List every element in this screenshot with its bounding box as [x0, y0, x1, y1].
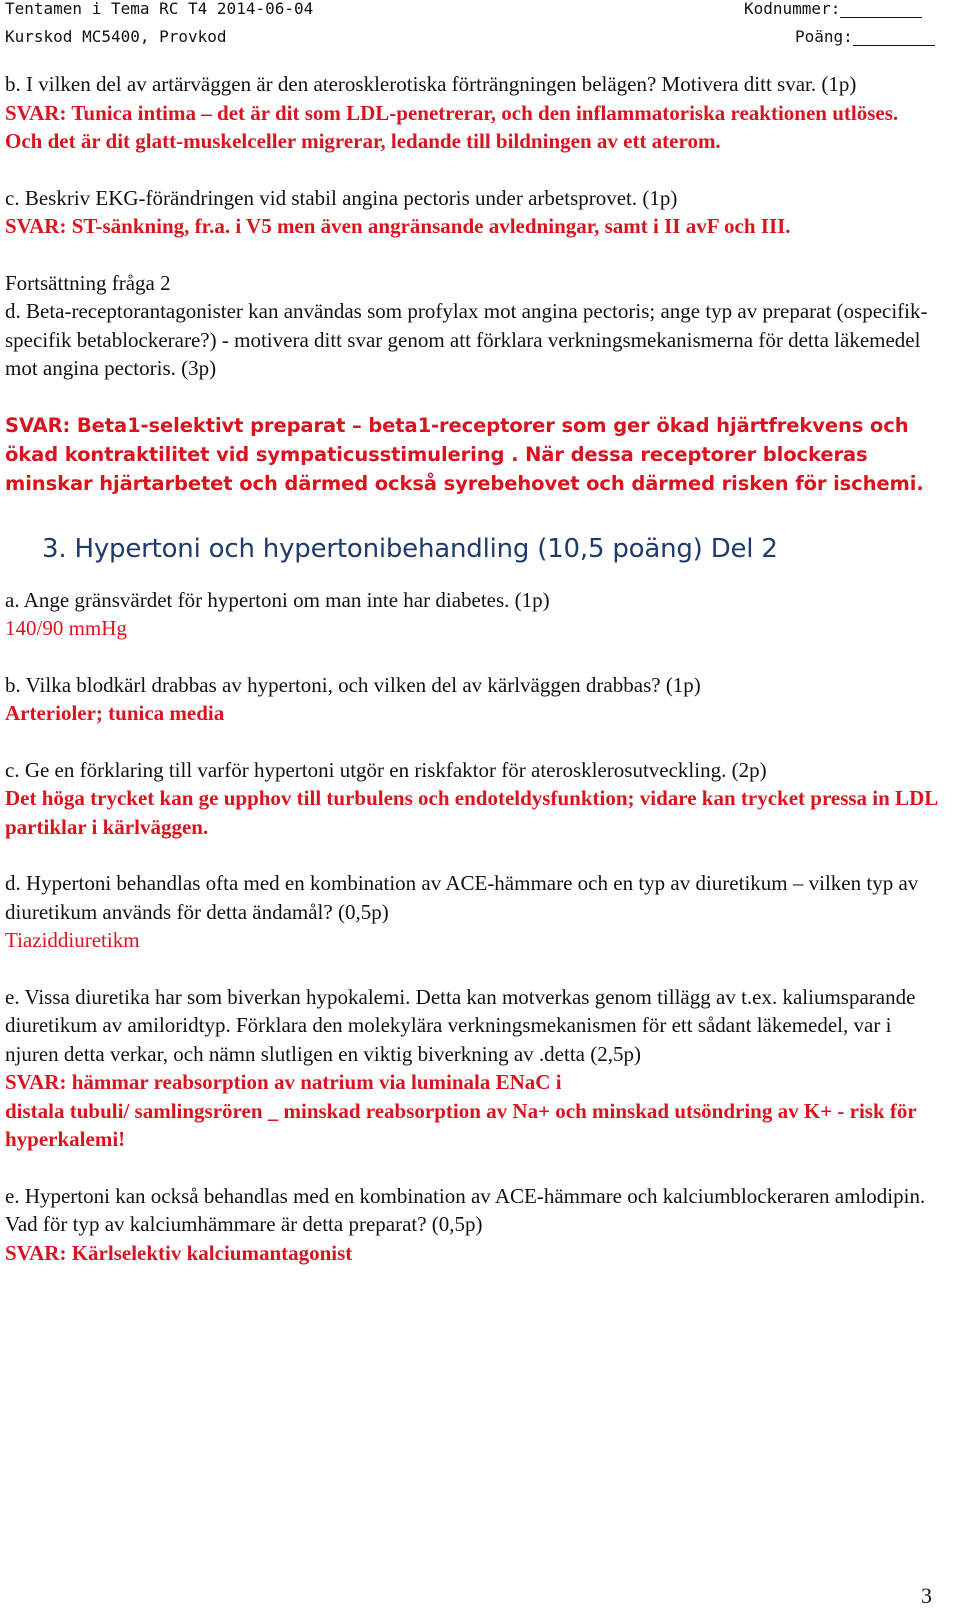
answer-text: Tiaziddiuretikm: [5, 928, 140, 952]
question-2b: [5, 70, 940, 156]
question-3d: [5, 869, 940, 955]
answer-text: [5, 99, 940, 156]
question-text: c. Beskriv EKG-förändringen vid stabil angina pectoris under arbetsprovet. (1p): [5, 185, 678, 210]
question-text: a. Ange gränsvärdet för hypertoni om man inte har diabetes. (1p): [5, 587, 550, 612]
page-number: 3: [921, 1583, 932, 1608]
question-text: c. Ge en förklaring till varför hypertoni utgör en riskfaktor för aterosklerosutveckling. (2p): [5, 757, 767, 782]
answer-line-2: distala tubuli/ samlingsrören _ minskad reabsorption av Na+ och minskad utsöndring av K+ - risk för hyperkalemi!: [5, 1098, 917, 1151]
points-label: Poäng:: [795, 27, 853, 46]
header-code-field: [744, 0, 922, 18]
header-course: Kurskod MC5400, Provkod: [5, 27, 227, 46]
answer-text: 140/90 mmHg: [5, 616, 127, 640]
header-title: Tentamen i Tema RC T4 2014-06-04: [5, 0, 314, 18]
question-2c: [5, 184, 940, 241]
points-blank-line: [853, 31, 935, 46]
question-part-3: ) - motivera ditt svar genom att förklara verkningsmekanismerna för detta läkemedel mot angina pectoris. (3p): [5, 327, 921, 380]
question-3e-1: [5, 983, 940, 1154]
code-blank-line: [840, 3, 922, 18]
question-text: e. Vissa diuretika har som biverkan hypokalemi. Detta kan motverkas genom tillägg av t.ex. kaliumsparande diuretikum av amiloridtyp. Förklara den molekylära verkningsmekanismen för ett sådant läkemedel, var i njuren detta verkar, och nämn slutligen en viktig biverkning av .detta (2,5p): [5, 984, 916, 1066]
answer-text: Det höga trycket kan ge upphov till turbulens och endoteldysfunktion; vidare kan trycket pressa in LDL partiklar i kärlväggen.: [5, 786, 938, 839]
answer-text: SVAR: Beta1-selektivt preparat – beta1-receptorer som ger ökad hjärtfrekvens och ökad kontraktilitet vid sympaticusstimulering . När dessa receptorer blockeras minskar hjärtarbetet och därmed också syrebehovet och därmed risken för ischemi.: [5, 413, 924, 495]
answer-line-1: SVAR: hämmar reabsorption av natrium via luminala ENaC i: [5, 1070, 562, 1094]
code-label: Kodnummer:: [744, 0, 841, 18]
question-2d: [5, 269, 940, 498]
answer-part-2: Och det är dit glatt-muskelceller migrerar, ledande till bildningen av ett aterom.: [5, 129, 721, 153]
answer-text: SVAR: ST-sänkning, fr.a. i V5 men även angränsande avledningar, samt i II avF och III.: [5, 214, 791, 238]
question-3e-2: [5, 1182, 940, 1268]
question-text: e. Hypertoni kan också behandlas med en kombination av ACE-hämmare och kalciumblockeraren amlodipin. Vad för typ av kalciumhämmare är detta preparat? (0,5p): [5, 1183, 926, 1236]
question-text: b. Vilka blodkärl drabbas av hypertoni, och vilken del av kärlväggen drabbas? (1p): [5, 672, 701, 697]
question-3b: [5, 671, 940, 728]
document-body: [5, 70, 940, 1295]
question-3c: [5, 756, 940, 842]
answer-part-1: SVAR: Tunica intima – det är dit som LDL-penetrerar, och den inflammatoriska reaktionen utlöses.: [5, 100, 899, 125]
question-part-1: d. Beta-receptorantagonister kan användas som profylax mot angina pectoris; ange typ av: [5, 299, 758, 323]
question-3a: [5, 586, 940, 643]
answer-text: Arterioler; tunica media: [5, 701, 225, 725]
question-text: d. Hypertoni behandlas ofta med en kombination av ACE-hämmare och en typ av diuretikum – vilken typ av diuretikum används för detta ändamål? (0,5p): [5, 871, 919, 924]
header-points-field: [795, 27, 935, 46]
continuation-label: Fortsättning fråga 2: [5, 270, 171, 295]
section-3-heading: 3. Hypertoni och hypertonibehandling (10,5 poäng) Del 2: [42, 533, 778, 564]
question-text: [5, 297, 940, 383]
answer-text: SVAR: Kärlselektiv kalciumantagonist: [5, 1240, 353, 1265]
question-text: b. I vilken del av artärväggen är den aterosklerotiska förträngningen belägen? Motivera ditt svar. (1p): [5, 72, 857, 96]
question-part-2: preparat (ospecifik-specifik betablockerare?: [5, 299, 928, 352]
